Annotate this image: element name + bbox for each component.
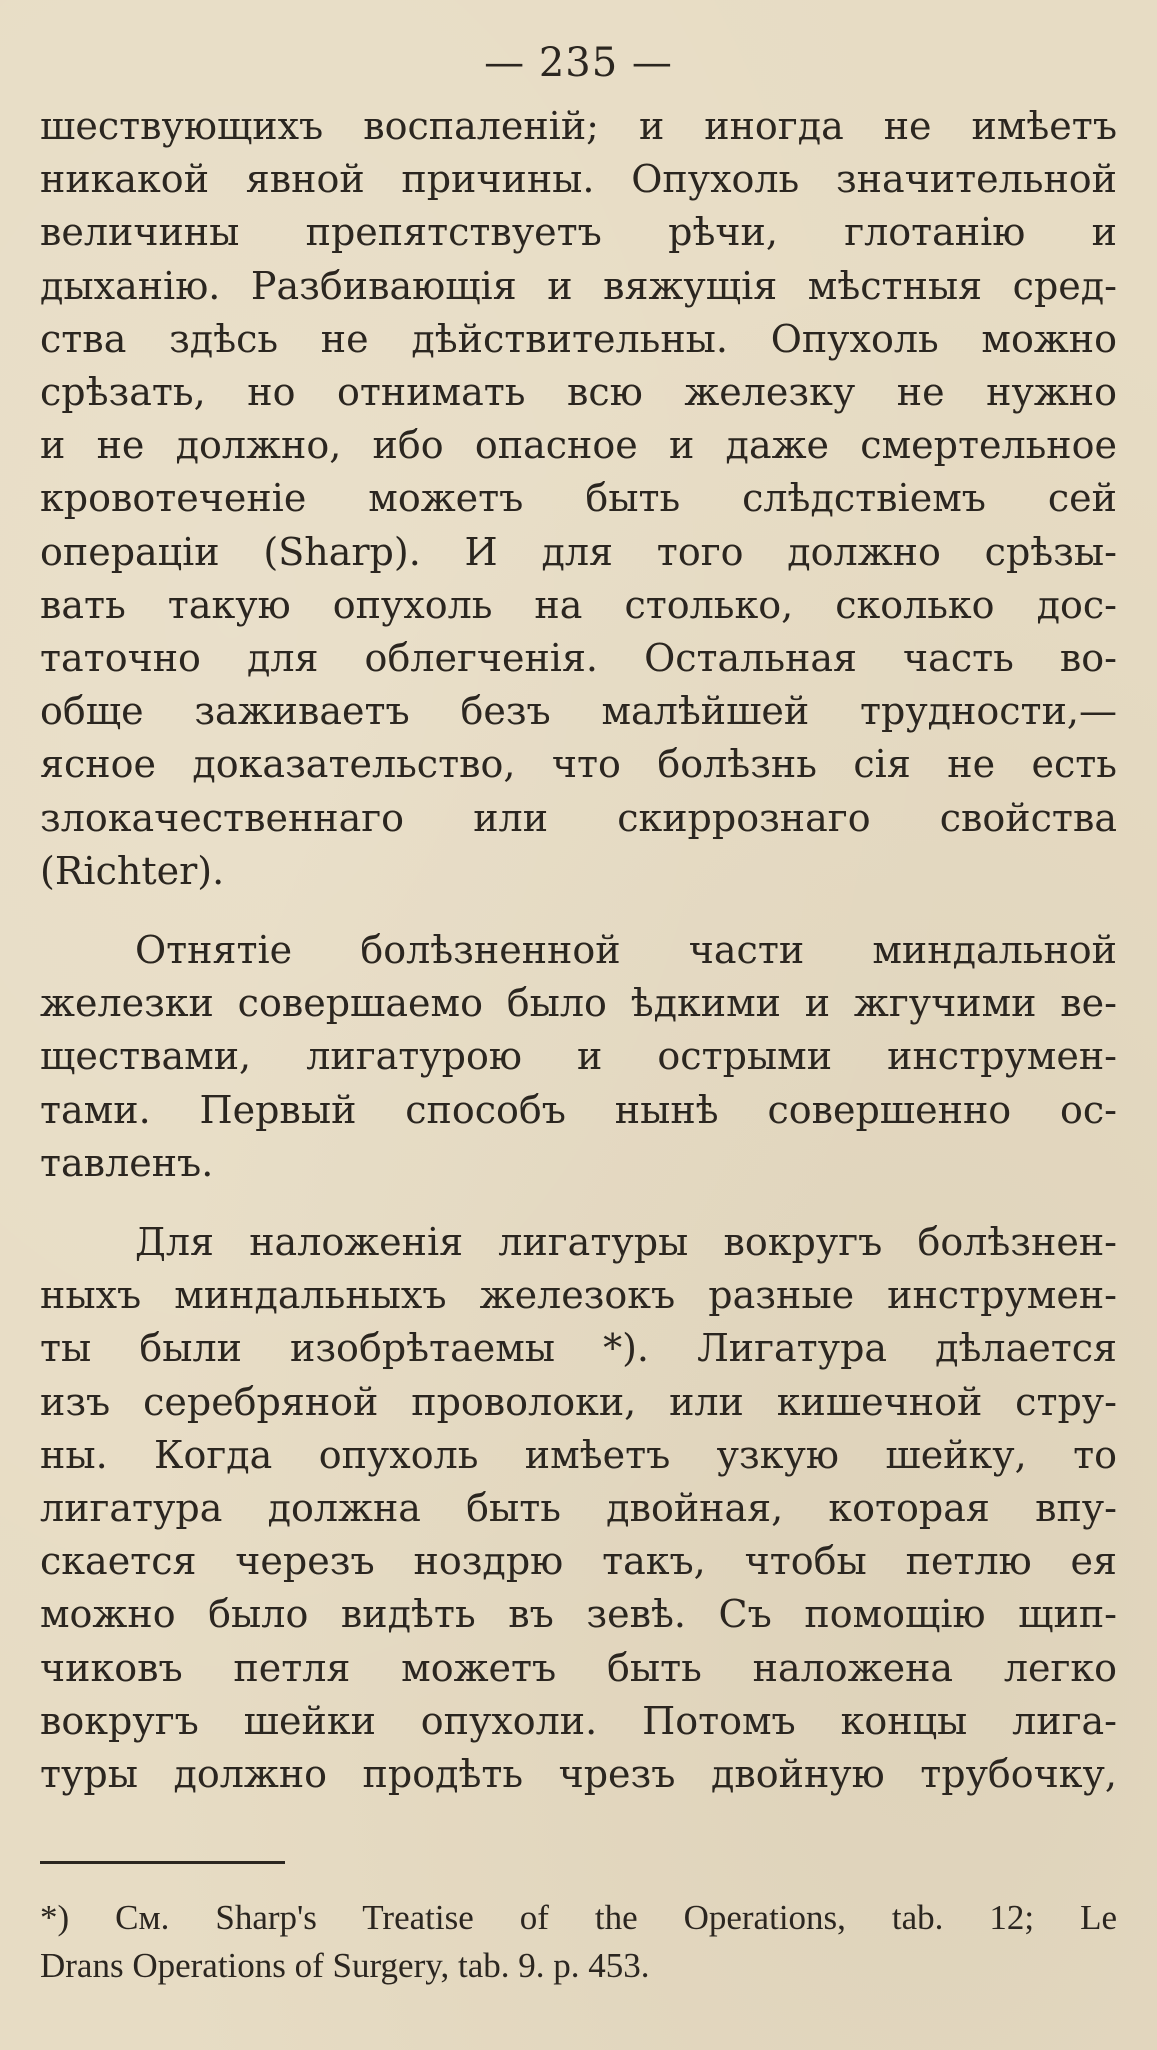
text-line: операціи (Sharp). И для того должно срѣзы-: [40, 529, 1117, 574]
text-line: ществами, лигатурою и острыми инструмен-: [40, 1034, 1117, 1079]
text-line: кровотеченіе можетъ быть слѣдствіемъ сей: [40, 476, 1117, 521]
text-line: злокачественнаго или скиррознаго свойства: [40, 795, 1117, 840]
footnote: [40, 1894, 1117, 1990]
text-line: ясное доказательство, что болѣзнь сія не есть: [40, 742, 1117, 787]
text-line: скается черезъ ноздрю такъ, чтобы петлю ея: [40, 1539, 1117, 1584]
text-line: ства здѣсь не дѣйствительны. Опухоль можно: [40, 316, 1117, 361]
footnote-line: *) См. Sharp's Treatise of the Operations, tab. 12; Le: [40, 1898, 1117, 1938]
text-line: и не должно, ибо опасное и даже смертельное: [40, 423, 1117, 468]
text-line: ты были изобрѣтаемы *). Лигатура дѣлается: [40, 1326, 1117, 1371]
footnote-line: Drans Operations of Surgery, tab. 9. p. 453.: [40, 1946, 650, 1986]
text-line: вать такую опухоль на столько, сколько дос-: [40, 582, 1117, 627]
text-line: вокругъ шейки опухоли. Потомъ концы лига-: [40, 1698, 1117, 1743]
text-line: железки совершаемо было ѣдкими и жгучими ве-: [40, 981, 1117, 1026]
text-line: никакой явной причины. Опухоль значительной: [40, 157, 1117, 202]
page-number: — 235 —: [484, 40, 673, 86]
text-line: изъ серебряной проволоки, или кишечной стру-: [40, 1379, 1117, 1424]
text-line: Для наложенія лигатуры вокругъ болѣзнен-: [135, 1220, 1117, 1265]
text-line: Отнятіе болѣзненной части миндальной: [135, 928, 1117, 973]
text-line: (Richter).: [40, 848, 225, 893]
text-line: чиковъ петля можетъ быть наложена легко: [40, 1645, 1117, 1690]
text-line: можно было видѣть въ зевѣ. Съ помощію щип-: [40, 1592, 1117, 1637]
text-line: шествующихъ воспаленій; и иногда не имѣетъ: [40, 104, 1117, 148]
text-line: ныхъ миндальныхъ железокъ разные инструмен-: [40, 1273, 1117, 1318]
text-line: срѣзать, но отнимать всю железку не нужно: [40, 370, 1117, 415]
paragraph-3: [40, 1216, 1117, 1801]
paragraph-1: [40, 100, 1117, 898]
text-line: туры должно продѣть чрезъ двойную трубочку,: [40, 1752, 1117, 1797]
text-line: величины препятствуетъ рѣчи, глотанію и: [40, 210, 1117, 255]
text-line: тавленъ.: [40, 1140, 214, 1185]
text-line: лигатура должна быть двойная, которая впу-: [40, 1486, 1117, 1531]
text-line: дыханію. Разбивающія и вяжущія мѣстныя сред-: [40, 263, 1117, 308]
body-text: [40, 100, 1117, 1801]
text-line: таточно для облегченія. Остальная часть во-: [40, 636, 1117, 681]
text-line: ны. Когда опухоль имѣетъ узкую шейку, то: [40, 1432, 1117, 1477]
paragraph-2: [40, 924, 1117, 1190]
text-line: обще заживаетъ безъ малѣйшей трудности,—: [40, 689, 1117, 734]
text-line: тами. Первый способъ нынѣ совершенно ос-: [40, 1087, 1117, 1132]
footnote-divider: [40, 1861, 285, 1864]
